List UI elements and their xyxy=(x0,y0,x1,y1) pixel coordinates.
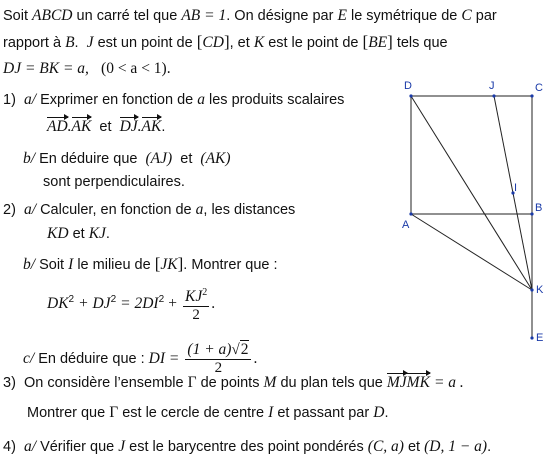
text: Montrer que xyxy=(27,405,106,421)
text: et xyxy=(99,119,112,135)
exp: 2 xyxy=(202,287,208,298)
var-i: I xyxy=(268,404,274,421)
point-j xyxy=(492,94,495,97)
text: En déduire que : xyxy=(38,351,145,367)
text: est le cercle de centre xyxy=(122,405,265,421)
text: En déduire que xyxy=(39,151,138,167)
seg-cd: CD xyxy=(202,34,224,51)
text: le symétrique de xyxy=(350,8,458,24)
eq-dj-bk: DJ = BK = a, xyxy=(3,60,89,77)
line-aj: (AJ) xyxy=(145,150,173,167)
eq-a: = a . xyxy=(433,374,464,391)
denominator: 2 xyxy=(192,307,200,323)
text: . xyxy=(384,405,389,421)
label-b: B xyxy=(535,202,543,214)
text: Soit xyxy=(3,8,28,24)
denominator: 2 xyxy=(214,360,223,377)
plus: + xyxy=(168,294,177,312)
text: est le barycentre des point pondérés xyxy=(129,439,364,455)
q-number: 1) xyxy=(3,92,16,108)
vec-mk: MK xyxy=(406,374,430,391)
text: sont perpendiculaires. xyxy=(43,174,185,190)
var-j: J xyxy=(86,34,94,51)
var-a: a xyxy=(197,91,205,108)
intro-line-2: rapport à B. J est un point de [CD], et K est le point de [BE] tels que xyxy=(3,32,448,51)
text: . On désigne par xyxy=(226,8,334,24)
text: est le point de xyxy=(268,35,359,51)
numerator: KJ xyxy=(184,288,203,305)
var-k: K xyxy=(253,34,265,51)
vec-dj: DJ xyxy=(119,118,138,135)
exp: 2 xyxy=(68,294,75,305)
text: Calculer, en fonction de xyxy=(40,202,192,218)
text: tels que xyxy=(396,35,448,51)
point-a xyxy=(409,212,412,215)
fraction: $\frac{(1 + a)√2}{2}$ xyxy=(185,341,251,377)
eq-term: = 2DI xyxy=(120,294,159,312)
q-number: 2) xyxy=(3,202,16,218)
var-gamma: Γ xyxy=(109,404,119,421)
exp: 2 xyxy=(158,294,165,305)
text: et xyxy=(407,439,421,455)
point-k xyxy=(530,288,533,291)
eq-term: + DJ xyxy=(78,294,111,312)
q2-b-equation: $DK^2 + DJ^2 = 2DI^2$ + $\frac{KJ^2}{2}$ . xyxy=(47,282,215,324)
eq-di: DI = xyxy=(148,350,180,367)
text: par xyxy=(475,8,497,24)
text: , et xyxy=(229,35,250,51)
seg-be: BE xyxy=(368,34,388,51)
eq-term: DK xyxy=(47,294,69,312)
dot: . xyxy=(137,118,142,135)
weighted-point-d: (D, 1 − a) xyxy=(424,438,488,455)
radicand: 2 xyxy=(240,341,249,359)
eq-ab: AB = 1 xyxy=(181,7,227,24)
var-abcd: ABCD xyxy=(32,7,73,24)
text: , les distances xyxy=(203,202,296,218)
point-d xyxy=(409,94,412,97)
dist-kj: KJ xyxy=(88,225,106,242)
text: un carré tel que xyxy=(76,8,178,24)
sub-label: b/ xyxy=(23,150,36,167)
weighted-point-c: (C, a) xyxy=(367,438,404,455)
var-i: I xyxy=(68,256,74,273)
numerator: (1 + a) xyxy=(187,341,232,359)
figure-points xyxy=(409,94,533,339)
vec-ak: AK xyxy=(71,118,92,135)
label-c: C xyxy=(535,82,543,94)
label-i: I xyxy=(514,182,518,194)
figure-lines xyxy=(411,96,532,338)
text: Vérifier que xyxy=(40,439,115,455)
text: de points xyxy=(200,375,260,391)
var-e: E xyxy=(337,7,347,24)
dist-kd: KD xyxy=(47,225,69,242)
q2-b-line: b/ Soit I le milieu de [JK]. Montrer que : xyxy=(23,254,278,273)
text: . xyxy=(161,119,166,135)
text: On considère l’ensemble xyxy=(23,375,184,391)
text: Soit xyxy=(39,257,65,273)
var-b: B xyxy=(65,34,75,51)
var-gamma: Γ xyxy=(187,374,197,391)
segment-ak xyxy=(411,214,532,290)
text: et xyxy=(180,151,193,167)
sub-label: a/ xyxy=(23,438,37,455)
q-number: 4) xyxy=(3,439,16,455)
label-d: D xyxy=(404,80,412,92)
label-a: A xyxy=(402,219,410,231)
var-d: D xyxy=(373,404,385,421)
q-number: 3) xyxy=(3,375,16,391)
sub-label: a/ xyxy=(23,91,37,108)
label-e: E xyxy=(536,332,544,344)
vec-ak: AK xyxy=(141,118,162,135)
text: les produits scalaires xyxy=(209,92,345,108)
text: rapport à xyxy=(3,35,62,51)
line-ak: (AK) xyxy=(200,150,231,167)
sub-label: c/ xyxy=(23,350,35,367)
var-m: M xyxy=(263,374,277,391)
sub-label: a/ xyxy=(23,201,37,218)
vec-ad: AD xyxy=(47,118,68,135)
var-j: J xyxy=(118,438,126,455)
label-j: J xyxy=(489,80,495,92)
text: Exprimer en fonction de xyxy=(40,92,194,108)
text: . xyxy=(487,439,492,455)
q2-c-line: c/ En déduire que : DI = $\frac{(1 + a)√2}{2}$ . xyxy=(23,341,258,377)
var-c: C xyxy=(461,7,472,24)
condition: (0 < a < 1). xyxy=(101,60,171,77)
sub-label: b/ xyxy=(23,256,36,273)
text: . xyxy=(105,226,110,242)
dot: . xyxy=(67,118,72,135)
vec-mj: MJ xyxy=(386,374,407,391)
text: du plan tels que xyxy=(280,375,383,391)
var-a: a xyxy=(195,201,204,218)
text: . Montrer que : xyxy=(183,257,278,273)
seg-jk: JK xyxy=(160,256,178,273)
exp: 2 xyxy=(110,294,117,305)
point-b xyxy=(530,212,533,215)
text: est un point de xyxy=(97,35,193,51)
point-c xyxy=(530,94,533,97)
text: et passant par xyxy=(277,405,370,421)
text: et xyxy=(72,226,85,242)
label-k: K xyxy=(536,284,544,296)
text: le milieu de xyxy=(77,257,151,273)
point-e xyxy=(530,336,533,339)
